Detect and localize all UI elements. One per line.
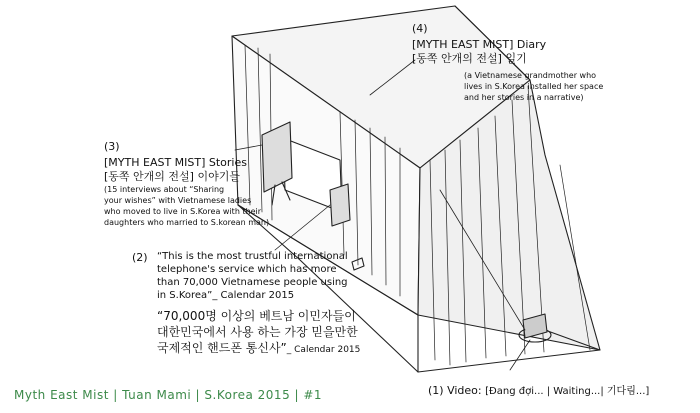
stories-desc-line: your wishes” with Vietnamese ladies [104, 196, 252, 206]
footer-credit: Myth East Mist | Tuan Mami | S.Korea 2015 | #1 [14, 388, 323, 402]
small-monitor [330, 184, 350, 226]
stories-desc-line: daughters who married to S.korean man) [104, 217, 270, 227]
calendar-quote-line: than 70,000 Vietnamese people using [157, 277, 348, 288]
calendar-korean-line: 국제적인 핸드폰 통신사”_ Calendar 2015 [157, 341, 361, 356]
stories-korean: [동쪽 안개의 전설] 이야기들 [104, 169, 240, 183]
video-number: (1) [428, 384, 444, 397]
diary-title: [MYTH EAST MIST] Diary [412, 37, 547, 51]
video-label-text: Video: [447, 384, 482, 397]
annotation-video [428, 382, 649, 397]
diary-korean: [동쪽 안개의 전설] 일기 [412, 51, 527, 65]
calendar-quote-line: telephone's service which has more [157, 264, 337, 275]
diary-number: (4) [412, 22, 428, 35]
stories-desc-line: (15 interviews about “Sharing [104, 185, 225, 195]
annotation-diary [412, 22, 603, 104]
diary-desc-line: and her stories in a narrative) [464, 92, 584, 102]
stories-desc-line: who moved to live in S.Korea with their [104, 206, 262, 216]
calendar-korean-line: 대한민국에서 사용 하는 가장 믿을만한 [157, 325, 358, 340]
stories-title: [MYTH EAST MIST] Stories [104, 155, 247, 169]
video-items: [Đang đợi... | Waiting...| 기다림...] [485, 386, 650, 397]
annotation-calendar [157, 250, 360, 357]
diary-desc-line: (a Vietnamese grandmother who [464, 71, 597, 81]
calendar-quote-line: “This is the most trustful international [157, 251, 348, 262]
annotation-calendar-number: (2) [132, 251, 148, 264]
annotation-stories [104, 140, 269, 228]
diary-desc-line: lives in S.Korea installed her space [464, 82, 604, 92]
calendar-korean-line: “70,000명 이상의 베트남 이민자들이 [157, 309, 356, 323]
calendar-korean-suffix: _ Calendar 2015 [286, 345, 361, 356]
calendar-quote-line: in S.Korea”_ Calendar 2015 [157, 290, 295, 301]
stories-number: (3) [104, 140, 120, 153]
